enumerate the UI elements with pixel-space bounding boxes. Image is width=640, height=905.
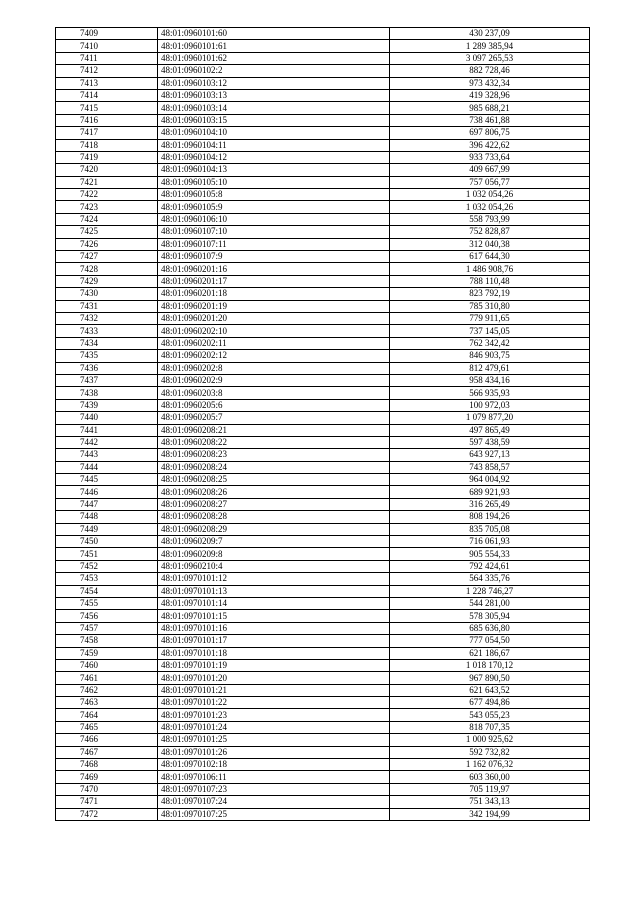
cadastral-number-cell: 48:01:0960103:15 [158,114,390,126]
row-number-cell: 7453 [56,573,158,585]
cadastral-number-cell: 48:01:0960208:25 [158,474,390,486]
cadastral-value-cell: 743 858,57 [390,461,590,473]
table-row [56,28,590,40]
cadastral-value-cell: 757 056,77 [390,176,590,188]
table-row [56,399,590,411]
cadastral-value-cell: 1 079 877,20 [390,412,590,424]
row-number-cell: 7451 [56,548,158,560]
table-row [56,808,590,820]
row-number-cell: 7431 [56,300,158,312]
cadastral-number-cell: 48:01:0960208:23 [158,449,390,461]
table-row [56,102,590,114]
cadastral-value-cell: 342 194,99 [390,808,590,820]
row-number-cell: 7428 [56,263,158,275]
row-number-cell: 7448 [56,511,158,523]
row-number-cell: 7436 [56,362,158,374]
cadastral-number-cell: 48:01:0960101:60 [158,28,390,40]
table-row [56,560,590,572]
table-row [56,139,590,151]
cadastral-value-cell: 752 828,87 [390,226,590,238]
cadastral-value-cell: 967 890,50 [390,672,590,684]
cadastral-number-cell: 48:01:0960105:8 [158,189,390,201]
table-row [56,65,590,77]
cadastral-value-cell: 964 004,92 [390,474,590,486]
cadastral-value-cell: 882 728,46 [390,65,590,77]
cadastral-value-cell: 409 667,99 [390,164,590,176]
row-number-cell: 7454 [56,585,158,597]
row-number-cell: 7466 [56,734,158,746]
cadastral-value-cell: 737 145,05 [390,325,590,337]
table-row [56,523,590,535]
cadastral-value-cell: 1 018 170,12 [390,659,590,671]
row-number-cell: 7429 [56,275,158,287]
row-number-cell: 7419 [56,151,158,163]
row-number-cell: 7426 [56,238,158,250]
table-row [56,251,590,263]
cadastral-value-cell: 777 054,50 [390,635,590,647]
table-row [56,474,590,486]
cadastral-number-cell: 48:01:0960201:18 [158,288,390,300]
row-number-cell: 7449 [56,523,158,535]
cadastral-value-cell: 544 281,00 [390,597,590,609]
table-row [56,734,590,746]
cadastral-value-cell: 788 110,48 [390,275,590,287]
table-row [56,201,590,213]
row-number-cell: 7455 [56,597,158,609]
cadastral-number-cell: 48:01:0960201:20 [158,312,390,324]
row-number-cell: 7440 [56,412,158,424]
cadastral-value-cell: 1 228 746,27 [390,585,590,597]
cadastral-value-cell: 621 186,67 [390,647,590,659]
cadastral-value-cell: 312 040,38 [390,238,590,250]
row-number-cell: 7470 [56,783,158,795]
row-number-cell: 7463 [56,697,158,709]
cadastral-number-cell: 48:01:0970101:14 [158,597,390,609]
row-number-cell: 7413 [56,77,158,89]
table-row [56,337,590,349]
cadastral-number-cell: 48:01:0960105:9 [158,201,390,213]
table-row [56,449,590,461]
table-row [56,635,590,647]
cadastral-number-cell: 48:01:0970101:15 [158,610,390,622]
table-row [56,783,590,795]
row-number-cell: 7469 [56,771,158,783]
row-number-cell: 7421 [56,176,158,188]
cadastral-value-cell: 1 032 054,26 [390,189,590,201]
cadastral-number-cell: 48:01:0960209:8 [158,548,390,560]
cadastral-number-cell: 48:01:0960107:11 [158,238,390,250]
table-row [56,573,590,585]
table-row [56,548,590,560]
cadastral-number-cell: 48:01:0960105:10 [158,176,390,188]
cadastral-number-cell: 48:01:0960201:17 [158,275,390,287]
cadastral-value-table [55,27,590,821]
table-row [56,127,590,139]
cadastral-number-cell: 48:01:0960208:28 [158,511,390,523]
table-row [56,721,590,733]
row-number-cell: 7425 [56,226,158,238]
row-number-cell: 7433 [56,325,158,337]
cadastral-number-cell: 48:01:0960210:4 [158,560,390,572]
cadastral-number-cell: 48:01:0960106:10 [158,213,390,225]
cadastral-value-cell: 785 310,80 [390,300,590,312]
table-row [56,312,590,324]
cadastral-number-cell: 48:01:0960202:9 [158,374,390,386]
row-number-cell: 7410 [56,40,158,52]
row-number-cell: 7459 [56,647,158,659]
cadastral-value-cell: 621 643,52 [390,684,590,696]
cadastral-number-cell: 48:01:0970101:12 [158,573,390,585]
table-row [56,759,590,771]
cadastral-value-cell: 705 119,97 [390,783,590,795]
cadastral-value-cell: 566 935,93 [390,387,590,399]
cadastral-number-cell: 48:01:0960107:10 [158,226,390,238]
cadastral-number-cell: 48:01:0960104:12 [158,151,390,163]
row-number-cell: 7409 [56,28,158,40]
table-row [56,387,590,399]
cadastral-value-cell: 779 911,65 [390,312,590,324]
row-number-cell: 7456 [56,610,158,622]
table-row [56,288,590,300]
cadastral-value-cell: 1 000 925,62 [390,734,590,746]
cadastral-value-cell: 543 055,23 [390,709,590,721]
cadastral-number-cell: 48:01:0960104:11 [158,139,390,151]
cadastral-value-cell: 597 438,59 [390,436,590,448]
table-row [56,275,590,287]
cadastral-number-cell: 48:01:0970101:18 [158,647,390,659]
cadastral-number-cell: 48:01:0960202:8 [158,362,390,374]
cadastral-value-cell: 823 792,19 [390,288,590,300]
row-number-cell: 7450 [56,536,158,548]
cadastral-number-cell: 48:01:0960103:14 [158,102,390,114]
cadastral-number-cell: 48:01:0970101:21 [158,684,390,696]
cadastral-number-cell: 48:01:0970101:16 [158,622,390,634]
table-row [56,263,590,275]
cadastral-value-cell: 677 494,86 [390,697,590,709]
cadastral-number-cell: 48:01:0960202:12 [158,350,390,362]
row-number-cell: 7420 [56,164,158,176]
table-row [56,585,590,597]
table-row [56,89,590,101]
cadastral-value-cell: 808 194,26 [390,511,590,523]
cadastral-number-cell: 48:01:0960205:7 [158,412,390,424]
cadastral-number-cell: 48:01:0960208:22 [158,436,390,448]
table-row [56,77,590,89]
cadastral-value-cell: 430 237,09 [390,28,590,40]
cadastral-value-cell: 497 865,49 [390,424,590,436]
cadastral-value-cell: 738 461,88 [390,114,590,126]
cadastral-value-cell: 933 733,64 [390,151,590,163]
row-number-cell: 7424 [56,213,158,225]
cadastral-number-cell: 48:01:0960203:8 [158,387,390,399]
cadastral-number-cell: 48:01:0970101:24 [158,721,390,733]
row-number-cell: 7468 [56,759,158,771]
table-row [56,486,590,498]
cadastral-number-cell: 48:01:0970101:20 [158,672,390,684]
cadastral-number-cell: 48:01:0970101:19 [158,659,390,671]
table-row [56,226,590,238]
table-row [56,238,590,250]
cadastral-value-cell: 792 424,61 [390,560,590,572]
row-number-cell: 7465 [56,721,158,733]
cadastral-number-cell: 48:01:0960103:13 [158,89,390,101]
table-row [56,597,590,609]
cadastral-number-cell: 48:01:0970107:25 [158,808,390,820]
table-row [56,52,590,64]
cadastral-value-cell: 316 265,49 [390,498,590,510]
cadastral-value-cell: 617 644,30 [390,251,590,263]
cadastral-number-cell: 48:01:0970102:18 [158,759,390,771]
row-number-cell: 7427 [56,251,158,263]
cadastral-value-cell: 1 162 076,32 [390,759,590,771]
table-row [56,114,590,126]
cadastral-value-cell: 716 061,93 [390,536,590,548]
row-number-cell: 7438 [56,387,158,399]
row-number-cell: 7467 [56,746,158,758]
row-number-cell: 7416 [56,114,158,126]
row-number-cell: 7464 [56,709,158,721]
table-row [56,412,590,424]
row-number-cell: 7435 [56,350,158,362]
table-row [56,164,590,176]
row-number-cell: 7442 [56,436,158,448]
table-row [56,709,590,721]
row-number-cell: 7441 [56,424,158,436]
cadastral-value-cell: 818 707,35 [390,721,590,733]
table-row [56,647,590,659]
row-number-cell: 7422 [56,189,158,201]
row-number-cell: 7462 [56,684,158,696]
table-row [56,536,590,548]
table-row [56,362,590,374]
cadastral-number-cell: 48:01:0960209:7 [158,536,390,548]
cadastral-number-cell: 48:01:0970101:25 [158,734,390,746]
table-row [56,176,590,188]
cadastral-number-cell: 48:01:0970101:26 [158,746,390,758]
table-row [56,424,590,436]
row-number-cell: 7443 [56,449,158,461]
row-number-cell: 7412 [56,65,158,77]
table-row [56,796,590,808]
cadastral-number-cell: 48:01:0960104:13 [158,164,390,176]
cadastral-number-cell: 48:01:0960208:24 [158,461,390,473]
row-number-cell: 7452 [56,560,158,572]
cadastral-number-cell: 48:01:0970107:23 [158,783,390,795]
table-row [56,610,590,622]
cadastral-value-cell: 1 289 385,94 [390,40,590,52]
table-row [56,511,590,523]
cadastral-number-cell: 48:01:0960201:16 [158,263,390,275]
cadastral-value-cell: 846 903,75 [390,350,590,362]
row-number-cell: 7415 [56,102,158,114]
row-number-cell: 7461 [56,672,158,684]
table-row [56,659,590,671]
cadastral-number-cell: 48:01:0960202:10 [158,325,390,337]
cadastral-number-cell: 48:01:0960208:26 [158,486,390,498]
cadastral-value-cell: 603 360,00 [390,771,590,783]
cadastral-number-cell: 48:01:0960208:27 [158,498,390,510]
cadastral-number-cell: 48:01:0960107:9 [158,251,390,263]
cadastral-value-cell: 419 328,96 [390,89,590,101]
row-number-cell: 7460 [56,659,158,671]
cadastral-value-cell: 812 479,61 [390,362,590,374]
cadastral-number-cell: 48:01:0960202:11 [158,337,390,349]
row-number-cell: 7471 [56,796,158,808]
row-number-cell: 7472 [56,808,158,820]
cadastral-value-cell: 564 335,76 [390,573,590,585]
table-row [56,151,590,163]
cadastral-value-cell: 751 343,13 [390,796,590,808]
row-number-cell: 7417 [56,127,158,139]
cadastral-number-cell: 48:01:0960201:19 [158,300,390,312]
table-row [56,325,590,337]
cadastral-number-cell: 48:01:0970101:22 [158,697,390,709]
cadastral-value-cell: 100 972,03 [390,399,590,411]
cadastral-number-cell: 48:01:0960208:29 [158,523,390,535]
cadastral-value-cell: 1 032 054,26 [390,201,590,213]
cadastral-value-cell: 689 921,93 [390,486,590,498]
cadastral-value-cell: 973 432,34 [390,77,590,89]
cadastral-number-cell: 48:01:0970101:17 [158,635,390,647]
table-body [56,28,590,821]
cadastral-number-cell: 48:01:0970107:24 [158,796,390,808]
table-row [56,461,590,473]
cadastral-value-cell: 958 434,16 [390,374,590,386]
cadastral-number-cell: 48:01:0970101:23 [158,709,390,721]
cadastral-value-cell: 985 688,21 [390,102,590,114]
table-row [56,771,590,783]
table-row [56,697,590,709]
table-row [56,374,590,386]
table-row [56,622,590,634]
table-row [56,213,590,225]
row-number-cell: 7437 [56,374,158,386]
table-row [56,498,590,510]
cadastral-number-cell: 48:01:0970106:11 [158,771,390,783]
row-number-cell: 7423 [56,201,158,213]
cadastral-value-cell: 685 636,80 [390,622,590,634]
row-number-cell: 7446 [56,486,158,498]
cadastral-value-cell: 578 305,94 [390,610,590,622]
cadastral-number-cell: 48:01:0960104:10 [158,127,390,139]
cadastral-value-cell: 558 793,99 [390,213,590,225]
cadastral-value-cell: 1 486 908,76 [390,263,590,275]
cadastral-value-cell: 643 927,13 [390,449,590,461]
table-row [56,189,590,201]
row-number-cell: 7432 [56,312,158,324]
row-number-cell: 7430 [56,288,158,300]
cadastral-value-cell: 697 806,75 [390,127,590,139]
row-number-cell: 7457 [56,622,158,634]
cadastral-number-cell: 48:01:0960101:62 [158,52,390,64]
table-row [56,746,590,758]
cadastral-value-cell: 3 097 265,53 [390,52,590,64]
table-row [56,436,590,448]
table-row [56,672,590,684]
cadastral-number-cell: 48:01:0960208:21 [158,424,390,436]
cadastral-number-cell: 48:01:0960103:12 [158,77,390,89]
cadastral-number-cell: 48:01:0970101:13 [158,585,390,597]
cadastral-value-cell: 396 422,62 [390,139,590,151]
row-number-cell: 7411 [56,52,158,64]
row-number-cell: 7447 [56,498,158,510]
row-number-cell: 7418 [56,139,158,151]
cadastral-value-cell: 592 732,82 [390,746,590,758]
cadastral-number-cell: 48:01:0960205:6 [158,399,390,411]
cadastral-value-cell: 835 705,08 [390,523,590,535]
cadastral-value-cell: 905 554,33 [390,548,590,560]
cadastral-value-cell: 762 342,42 [390,337,590,349]
row-number-cell: 7439 [56,399,158,411]
table-row [56,684,590,696]
row-number-cell: 7444 [56,461,158,473]
table-row [56,40,590,52]
cadastral-number-cell: 48:01:0960101:61 [158,40,390,52]
table-row [56,350,590,362]
row-number-cell: 7458 [56,635,158,647]
table-row [56,300,590,312]
row-number-cell: 7445 [56,474,158,486]
row-number-cell: 7434 [56,337,158,349]
row-number-cell: 7414 [56,89,158,101]
cadastral-number-cell: 48:01:0960102:2 [158,65,390,77]
